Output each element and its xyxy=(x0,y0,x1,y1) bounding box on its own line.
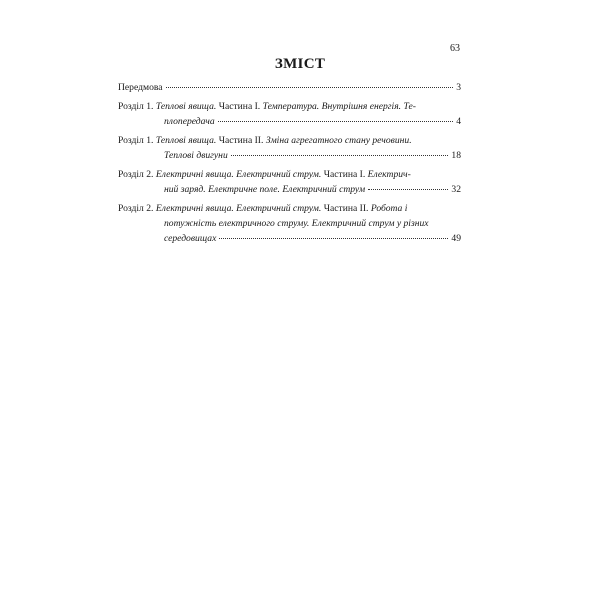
section-topic: Теплові явища. xyxy=(155,101,217,112)
section-topic: Теплові явища. xyxy=(155,135,217,146)
part-label: Частина II. xyxy=(323,203,369,214)
part-topic-continued: Теплові двигуни xyxy=(164,150,228,161)
toc-line xyxy=(118,201,461,216)
page-title: ЗМІСТ xyxy=(274,56,326,72)
part-topic-continued: середовищах xyxy=(164,233,217,244)
part-topic: Робота і xyxy=(370,203,408,214)
toc-line xyxy=(118,231,461,246)
part-topic: Температура. Внутрішня енергія. Те- xyxy=(262,101,416,112)
section-label: Розділ 2. xyxy=(118,203,154,214)
dot-leader xyxy=(368,189,448,190)
section-label: Розділ 1. xyxy=(118,101,154,112)
part-label: Частина I. xyxy=(218,101,261,112)
toc-page-number: 49 xyxy=(451,233,461,244)
part-topic: Зміна агрегатного стану речовини. xyxy=(265,135,412,146)
toc-line xyxy=(118,80,461,95)
part-topic-continued: плопередача xyxy=(164,116,215,127)
toc-entry-title: Передмова xyxy=(118,82,163,93)
part-topic-continued: ний заряд. Електричне поле. Електричний струм xyxy=(164,184,366,195)
section-topic: Електричні явища. Електричний струм. xyxy=(155,203,322,214)
toc-line xyxy=(118,114,461,129)
toc-line xyxy=(118,133,461,148)
part-topic-continued: потужність електричного струму. Електричний струм у різних xyxy=(164,218,429,229)
table-of-contents xyxy=(118,80,461,250)
toc-entry-preface xyxy=(118,80,461,95)
toc-line xyxy=(118,167,461,182)
section-label: Розділ 1. xyxy=(118,135,154,146)
toc-line xyxy=(118,148,461,163)
section-topic: Електричні явища. Електричний струм. xyxy=(155,169,322,180)
toc-entry xyxy=(118,167,461,197)
toc-page-number: 4 xyxy=(456,116,461,127)
section-label: Розділ 2. xyxy=(118,169,154,180)
dot-leader xyxy=(219,238,448,239)
toc-entry xyxy=(118,201,461,246)
part-topic: Електрич- xyxy=(367,169,411,180)
part-label: Частина II. xyxy=(218,135,264,146)
dot-leader xyxy=(231,155,449,156)
dot-leader xyxy=(218,121,454,122)
toc-line xyxy=(118,182,461,197)
toc-page-number: 18 xyxy=(451,150,461,161)
toc-entry xyxy=(118,99,461,129)
toc-line xyxy=(118,216,461,231)
part-label: Частина I. xyxy=(323,169,366,180)
toc-page-number: 3 xyxy=(456,82,461,93)
page-number: 63 xyxy=(450,43,460,54)
toc-entry xyxy=(118,133,461,163)
dot-leader xyxy=(166,87,454,88)
toc-line xyxy=(118,99,461,114)
toc-page-number: 32 xyxy=(451,184,461,195)
